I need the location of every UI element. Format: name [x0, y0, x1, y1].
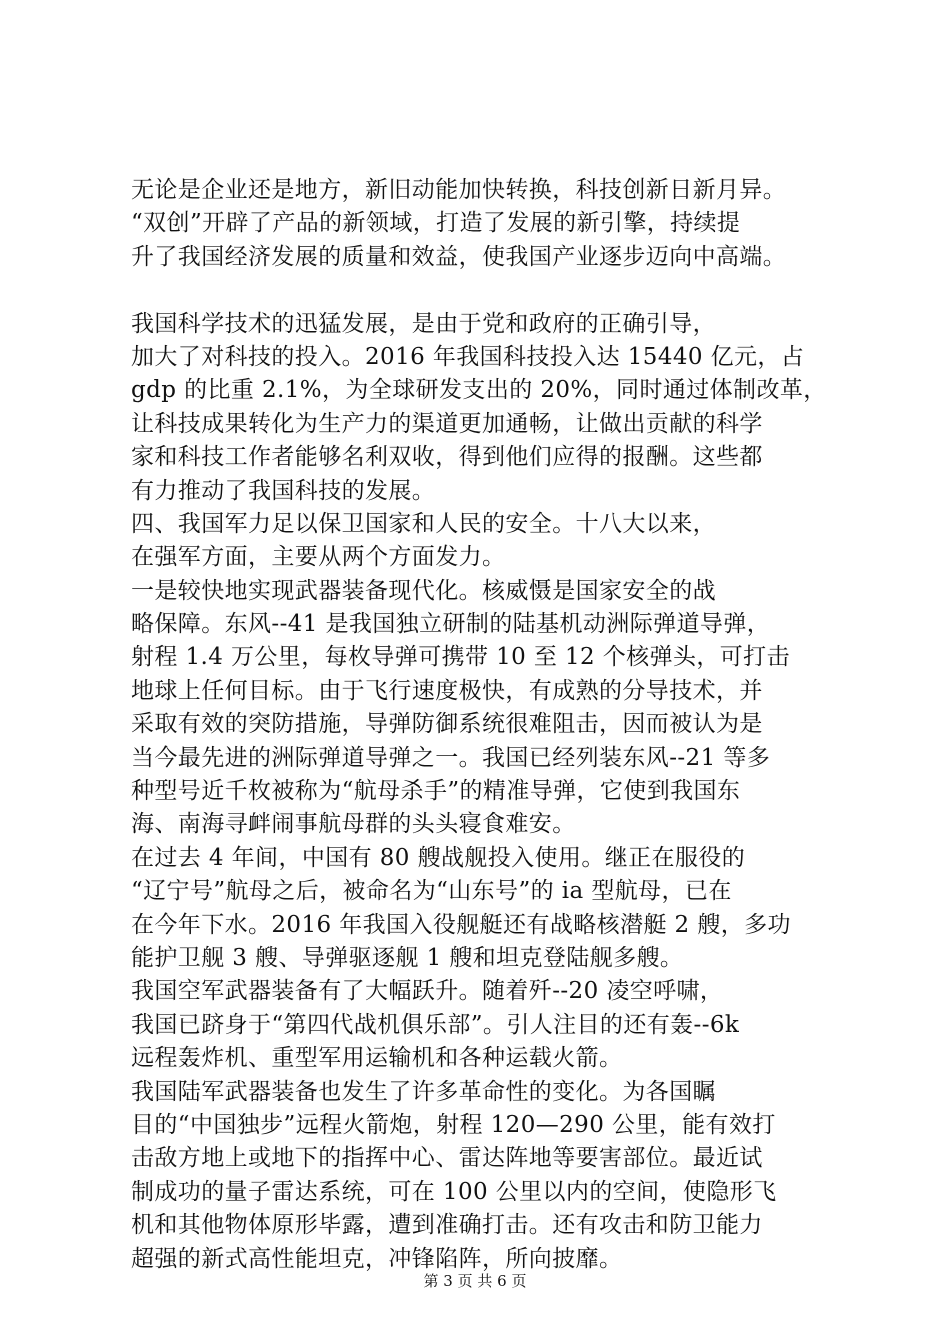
- paragraph: [131, 308, 831, 508]
- text-line: 采取有效的突防措施，导弹防御系统很难阻击，因而被认为是: [131, 711, 763, 738]
- text-line: 远程轰炸机、重型军用运输机和各种运载火箭。: [131, 1045, 623, 1072]
- text-line: 击敌方地上或地下的指挥中心、雷达阵地等要害部位。最近试: [131, 1145, 763, 1172]
- text-line: 机和其他物体原形毕露，遭到准确打击。还有攻击和防卫能力: [131, 1212, 763, 1239]
- text-line: 超强的新式高性能坦克，冲锋陷阵，所向披靡。: [131, 1245, 623, 1272]
- text-line: 能护卫舰 3 艘、导弹驱逐舰 1 艘和坦克登陆舰多艘。: [131, 944, 684, 971]
- text-line: 海、南海寻衅闹事航母群的头头寝食难安。: [131, 811, 576, 838]
- paragraph: [131, 174, 831, 274]
- text-line: 我国已跻身于“第四代战机俱乐部”。引人注目的还有轰--6k: [131, 1011, 740, 1038]
- paragraph: [131, 1076, 831, 1276]
- text-line: “辽宁号”航母之后，被命名为“山东号”的 ia 型航母，已在: [131, 878, 732, 905]
- text-line: 略保障。东风--41 是我国独立研制的陆基机动洲际弹道导弹，: [131, 611, 771, 638]
- text-line: 有力推动了我国科技的发展。: [131, 477, 436, 504]
- text-line: 让科技成果转化为生产力的渠道更加通畅，让做出贡献的科学: [131, 410, 763, 437]
- text-line: 四、我国军力足以保卫国家和人民的安全。十八大以来，: [131, 510, 716, 537]
- text-line: 射程 1.4 万公里，每枚导弹可携带 10 至 12 个核弹头，可打击: [131, 644, 790, 671]
- text-line: 在今年下水。2016 年我国入役舰艇还有战略核潜艇 2 艘，多功: [131, 911, 791, 938]
- paragraph: [131, 575, 831, 842]
- text-line: 当今最先进的洲际弹道导弹之一。我国已经列装东风--21 等多: [131, 744, 771, 771]
- text-line: 无论是企业还是地方，新旧动能加快转换，科技创新日新月异。: [131, 177, 787, 203]
- text-line: 目的“中国独步”远程火箭炮，射程 120—290 公里，能有效打: [131, 1111, 776, 1138]
- page-footer: 第 3 页 共 6 页: [423, 1272, 527, 1290]
- paragraph: [131, 508, 831, 575]
- text-line: gdp 的比重 2.1%，为全球研发支出的 20%，同时通过体制改革，: [131, 377, 827, 404]
- text-line: 我国陆军武器装备也发生了许多革命性的变化。为各国瞩: [131, 1078, 716, 1105]
- text-line: 我国科学技术的迅猛发展，是由于党和政府的正确引导，: [131, 310, 716, 337]
- document-body: [131, 174, 831, 1276]
- text-line: 在过去 4 年间，中国有 80 艘战舰投入使用。继正在服役的: [131, 844, 746, 871]
- paragraph: [131, 842, 831, 976]
- text-line: 升了我国经济发展的质量和效益，使我国产业逐步迈向中高端。: [131, 243, 787, 270]
- text-line: 制成功的量子雷达系统，可在 100 公里以内的空间，使隐形飞: [131, 1178, 777, 1205]
- text-line: 种型号近千枚被称为“航母杀手”的精准导弹，它使到我国东: [131, 778, 741, 805]
- text-line: 加大了对科技的投入。2016 年我国科技投入达 15440 亿元，占: [131, 343, 805, 370]
- text-line: 一是较快地实现武器装备现代化。核威慑是国家安全的战: [131, 577, 716, 604]
- paragraph: [131, 975, 831, 1075]
- text-line: 在强军方面，主要从两个方面发力。: [131, 544, 506, 571]
- text-line: 家和科技工作者能够名利双收，得到他们应得的报酬。这些都: [131, 444, 763, 471]
- text-line: 地球上任何目标。由于飞行速度极快，有成熟的分导技术，并: [131, 677, 763, 704]
- text-line: 我国空军武器装备有了大幅跃升。随着歼--20 凌空呼啸，: [131, 978, 724, 1005]
- paragraph-spacer: [131, 274, 831, 307]
- text-line: “双创”开辟了产品的新领域，打造了发展的新引擎，持续提: [131, 210, 741, 237]
